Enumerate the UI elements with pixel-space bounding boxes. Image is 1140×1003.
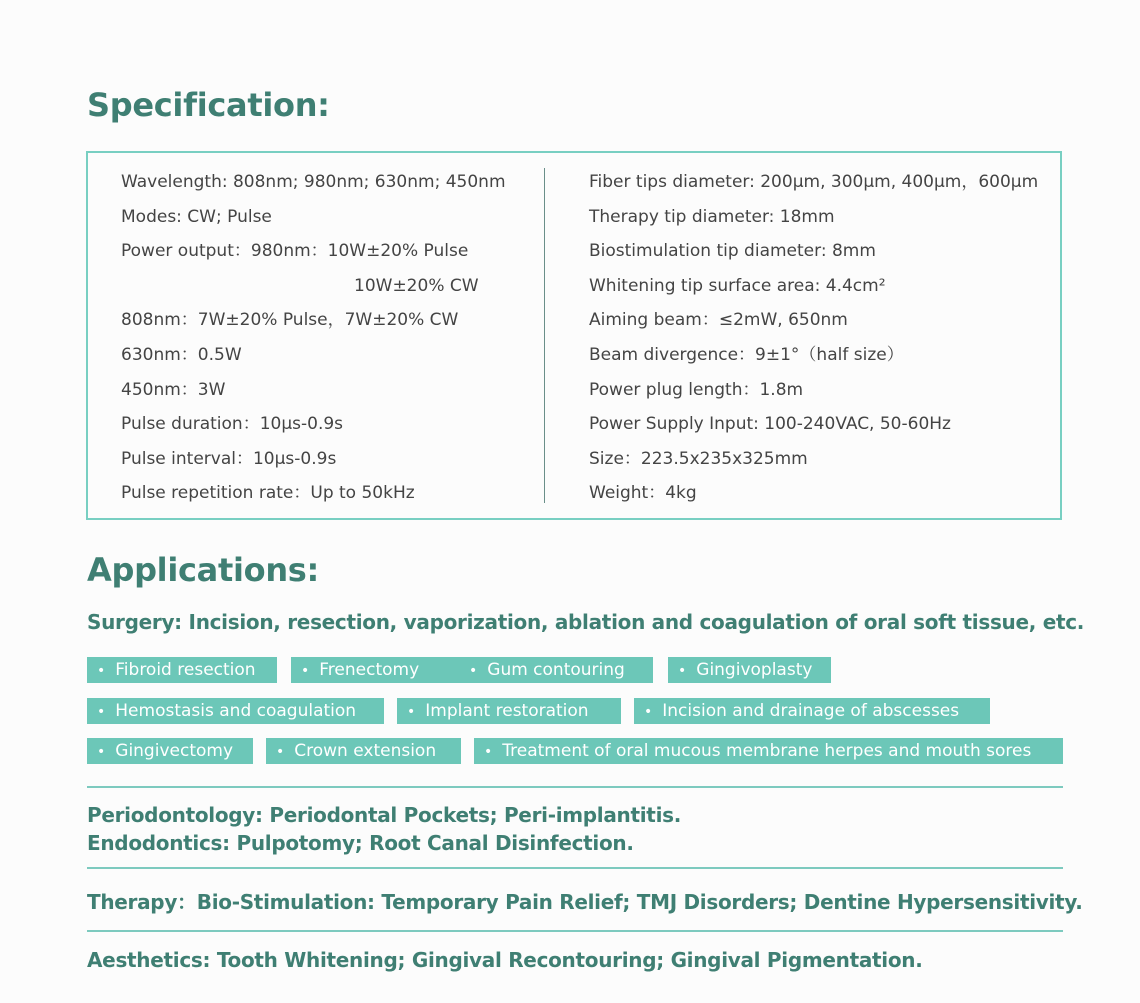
divider: [87, 930, 1063, 932]
application-tag: • Incision and drainage of abscesses: [634, 698, 990, 724]
spec-item: Wavelength: 808nm; 980nm; 630nm; 450nm: [121, 172, 506, 192]
endodontics-text: Endodontics: Pulpotomy; Root Canal Disinfection.: [87, 831, 634, 855]
spec-item: Biostimulation tip diameter: 8mm: [589, 241, 876, 262]
application-tag: • Frenectomy: [291, 657, 531, 683]
periodontology-text: Periodontology: Periodontal Pockets; Peri-implantitis.: [87, 803, 682, 827]
spec-item: Size：223.5x235x325mm: [589, 448, 808, 469]
spec-item: Power plug length：1.8m: [589, 379, 804, 400]
application-tag: • Crown extension: [266, 738, 461, 764]
spec-item: Pulse duration：10μs-0.9s: [121, 414, 344, 435]
spec-item: Pulse repetition rate：Up to 50kHz: [121, 483, 415, 504]
spec-item: Power Supply Input: 100-240VAC, 50-60Hz: [589, 414, 951, 435]
application-tag: • Fibroid resection: [87, 657, 277, 683]
spec-item: 450nm：3W: [121, 379, 226, 400]
application-tag: • Implant restoration: [397, 698, 621, 724]
application-tag: • Gingivectomy: [87, 738, 253, 764]
spec-item: Fiber tips diameter: 200μm, 300μm, 400μm，600μm: [589, 172, 1039, 192]
divider: [87, 786, 1063, 788]
aesthetics-text: Aesthetics: Tooth Whitening; Gingival Recontouring; Gingival Pigmentation.: [87, 948, 923, 972]
specification-right-column: [589, 168, 1038, 514]
spec-item: Therapy tip diameter: 18mm: [589, 206, 835, 227]
spec-item: Pulse interval：10μs-0.9s: [121, 448, 337, 469]
application-tag: • Hemostasis and coagulation: [87, 698, 384, 724]
specification-left-column: [121, 168, 506, 514]
application-tag: • Gingivoplasty: [668, 657, 831, 683]
spec-item: Weight：4kg: [589, 483, 697, 504]
application-tag: • Treatment of oral mucous membrane herpes and mouth sores: [474, 738, 1063, 764]
application-tag: • Gum contouring: [459, 657, 653, 683]
spec-item: Whitening tip surface area: 4.4cm²: [589, 275, 886, 296]
spec-item: 630nm：0.5W: [121, 344, 242, 365]
divider: [87, 867, 1063, 869]
spec-item: Power output：980nm：10W±20% Pulse: [121, 241, 469, 262]
specification-divider: [544, 168, 545, 503]
applications-title: Applications:: [87, 551, 320, 589]
specification-title: Specification:: [87, 86, 330, 124]
surgery-heading: Surgery: Incision, resection, vaporization, ablation and coagulation of oral soft tissue, etc.: [87, 610, 1085, 634]
spec-item: 10W±20% CW: [354, 275, 479, 296]
spec-item: Modes: CW; Pulse: [121, 206, 272, 227]
spec-item: Aiming beam：≤2mW, 650nm: [589, 310, 848, 331]
spec-item: Beam divergence：9±1°（half size）: [589, 344, 904, 365]
spec-item: 808nm：7W±20% Pulse，7W±20% CW: [121, 310, 459, 331]
therapy-text: Therapy：Bio-Stimulation: Temporary Pain Relief; TMJ Disorders; Dentine Hypersensitivity.: [87, 890, 1083, 914]
